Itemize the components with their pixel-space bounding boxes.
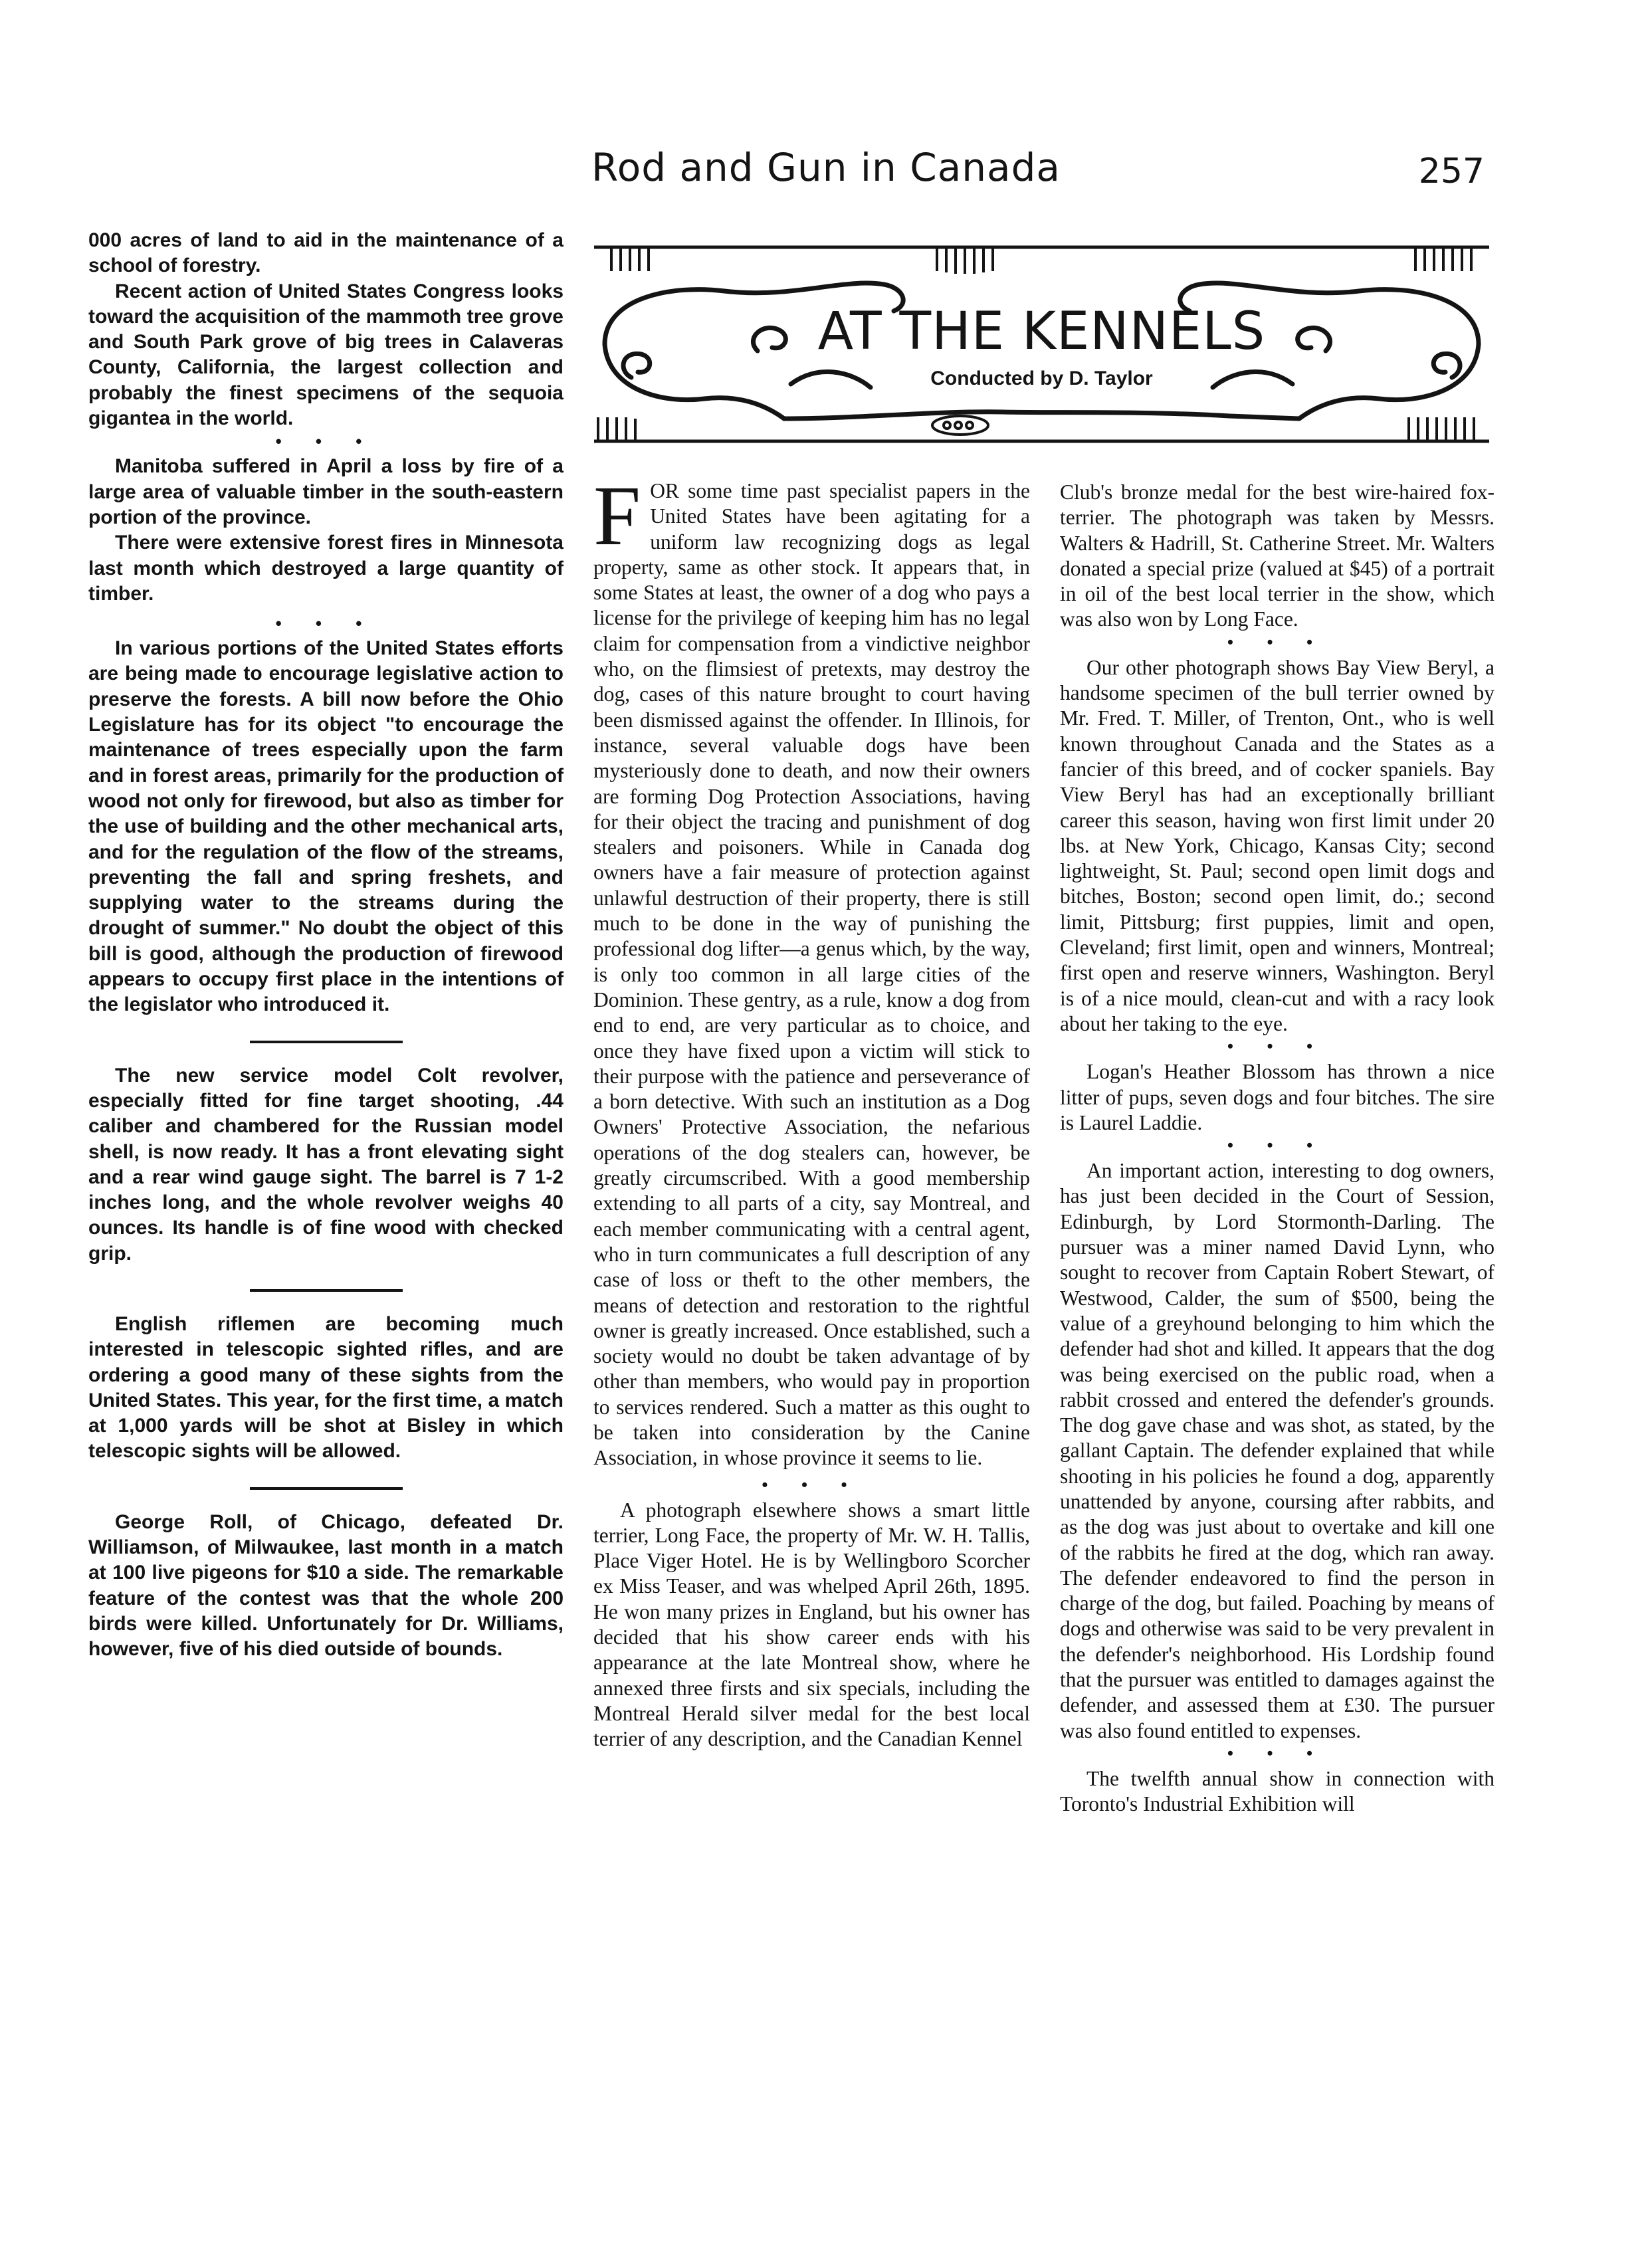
paragraph: Manitoba suffered in April a loss by fire of a large area of valuable timber in the south-eastern portion of the province. [88, 455, 564, 528]
section-rule [250, 1041, 403, 1043]
paragraph: In various portions of the United States efforts are being made to encourage legislative action to preserve the forests. A bill now before the Ohio Legislature has for its object "to encourage the maintenance of trees especially upon the farm and in forest areas, primarily for the production of wood not only for firewood, but also as timber for the use of building and the other mechanical arts, and for the regulation of the flow of the streams, preventing the fall and spring freshets, and supplying water to the streams during the drought of summer." No doubt the object of this bill is good, although the production of firewood appears to occupy first place in the intentions of the legislator who introduced it. [88, 637, 564, 1016]
section-dots: • • • [1227, 632, 1328, 652]
column-right [1060, 480, 1495, 1817]
section-byline: Conducted by D. Taylor [930, 367, 1153, 389]
drop-cap: F [593, 468, 641, 563]
section-dots: • • • [1227, 1037, 1328, 1057]
column-middle [593, 468, 1030, 1752]
paragraph: English riflemen are becoming much interested in telescopic sighted rifles, and are ordering a good many of these sights from the United States. This year, for the first time, a match at 1,000 yards will be shot at Bisley in which telescopic sights will be allowed. [88, 1312, 564, 1463]
paragraph: Recent action of United States Congress looks toward the acquisition of the mammoth tree grove and South Park grove of big trees in Calaveras County, California, the largest collection and probably the finest specimens of the sequoia gigantea in the world. [88, 280, 564, 430]
section-dots: • • • [1227, 1136, 1328, 1156]
kennels-banner [591, 245, 1492, 444]
column-left [88, 228, 564, 1663]
paragraph: The twelfth annual show in connection with Toronto's Industrial Exhibition will [1060, 1766, 1495, 1816]
paragraph: A photograph elsewhere shows a smart little terrier, Long Face, the property of Mr. W. H. Tallis, Place Viger Hotel. He is by Wellingboro Scorcher ex Miss Teaser, and was whelped April 26th, 1895. He won many prizes in England, but his owner has decided that his show career ends with his appearance at the late Montreal show, where he annexed three firsts and six specials, including the Montreal Herald silver medal for the best local terrier of any description, and the Canadian Kennel [593, 1498, 1030, 1751]
section-dots: • • • [762, 1475, 862, 1494]
paragraph: Logan's Heather Blossom has thrown a nice litter of pups, seven dogs and four bitches. The sire is Laurel Laddie. [1060, 1060, 1495, 1134]
section-dots: • • • [275, 431, 377, 452]
section-dots: • • • [1227, 1743, 1328, 1763]
page-number: 257 [1418, 152, 1485, 191]
lead-paragraph-text: OR some time past specialist papers in the United States have been agitating for a uniform law recognizing dogs as legal property, same as other stock. It appears that, in some States at least, the owner of a dog who pays a license for the privilege of keeping him has no legal claim for compensation from a vindictive neighbor who, on the flimsiest of pretexts, may destroy the dog, cases of this nature brought to court having been dismissed against the offender. In Illinois, for instance, several valuable dogs have been mysteriously done to death, and now their owners are forming Dog Protection Associations, having for their object the tracing and punishment of dog stealers and poisoners. While in Canada dog owners have a fair measure of protection against unlawful destruction of their property, there is still much to be done in the way of punishing the professional dog lifter—a genus which, by the way, is only too common in all large cities of the Dominion. These gentry, as a rule, know a dog from end to end, are very particular as to choice, and once they have fixed upon a victim will stick to their purpose with the patience and perseverance of a born detective. With such an institution as a Dog Owners' Protective Association, the nefarious operations of the dog stealers can, however, be greatly circumscribed. With a good membership extending to all parts of a city, say Montreal, and each member communicating with a central agent, who in turn communicates a full description of any case of loss or theft to the other members, the means of detection and restoration to the rightful owner is greatly increased. Once established, such a society would no doubt be taken advantage of by other than members, who would pay in proportion to services rendered. Such a matter as this ought to be taken into consideration by the Canine Association, in whose province it seems to lie. [593, 479, 1030, 1470]
section-dots: • • • [275, 613, 377, 634]
section-rule [250, 1487, 403, 1490]
section-title: AT THE KENNELS [817, 302, 1266, 361]
paragraph: 000 acres of land to aid in the maintenance of a school of forestry. [88, 229, 564, 277]
running-header-title: Rod and Gun in Canada [591, 145, 1061, 190]
paragraph: Our other photograph shows Bay View Beryl, a handsome specimen of the bull terrier owned by Mr. Fred. T. Miller, of Trenton, Ont., who is well known throughout Canada and the States as a fancier of this breed, and of cocker spaniels. Bay View Beryl has had an exceptionally brilliant career this season, having won first limit under 20 lbs. at New York, Chicago, Kansas City; second lightweight, St. Paul; second open limit dogs and bitches, Boston; second open limit, do.; second limit, Pittsburg; first puppies, limit and open, Cleveland; first limit, open and winners, Montreal; first open and reserve winners, Washington. Beryl is of a nice mould, clean-cut and with a racy look about her taking to the eye. [1060, 655, 1495, 1035]
paragraph: An important action, interesting to dog owners, has just been decided in the Court of Session, Edinburgh, by Lord Stormonth-Darling. The pursuer was a miner named David Lynn, who sought to recover from Captain Robert Stewart, of Westwood, Calder, the sum of $500, being the value of a greyhound belonging to him which the defender had shot and killed. It appears that the dog was being exercised on the public road, when a rabbit crossed and entered the defender's grounds. The dog gave chase and was shot, as stated, by the gallant Captain. The defender explained that while shooting in his policies he found a dog, apparently unattended by anyone, coursing after rabbits, and as the dog was just about to overtake and kill one of the rabbits he fired at the dog, which ran away. The defender endeavored to find the person in charge of the dog, but failed. Poaching by means of dogs and otherwise was said to be very prevalent in the defender's neighborhood. His Lordship found that the pursuer was entitled to damages against the defender, and assessed them at £30. The pursuer was also found entitled to expenses. [1060, 1159, 1495, 1742]
paragraph: The new service model Colt revolver, especially fitted for fine target shooting, .44 caliber and chambered for the Russian model shell, is now ready. It has a front elevating sight and a rear wind gauge sight. The barrel is 7 1-2 inches long, and the whole revolver weighs 40 ounces. Its handle is of fine wood with checked grip. [88, 1064, 564, 1265]
paragraph: There were extensive forest fires in Minnesota last month which destroyed a large quantity of timber. [88, 532, 564, 605]
paragraph: Club's bronze medal for the best wire-haired fox-terrier. The photograph was taken by Messrs. Walters & Hadrill, St. Catherine Street. Mr. Walters donated a special prize (valued at $45) of a portrait in oil of the best local terrier in the show, which was also won by Long Face. [1060, 480, 1495, 631]
section-rule [250, 1289, 403, 1292]
lead-paragraph [593, 468, 1030, 1471]
paragraph: George Roll, of Chicago, defeated Dr. Williamson, of Milwaukee, last month in a match at 100 live pigeons for $10 a side. The remarkable feature of the contest was that the whole 200 birds were killed. Unfortunately for Dr. Williams, however, five of his died outside of bounds. [88, 1510, 564, 1661]
